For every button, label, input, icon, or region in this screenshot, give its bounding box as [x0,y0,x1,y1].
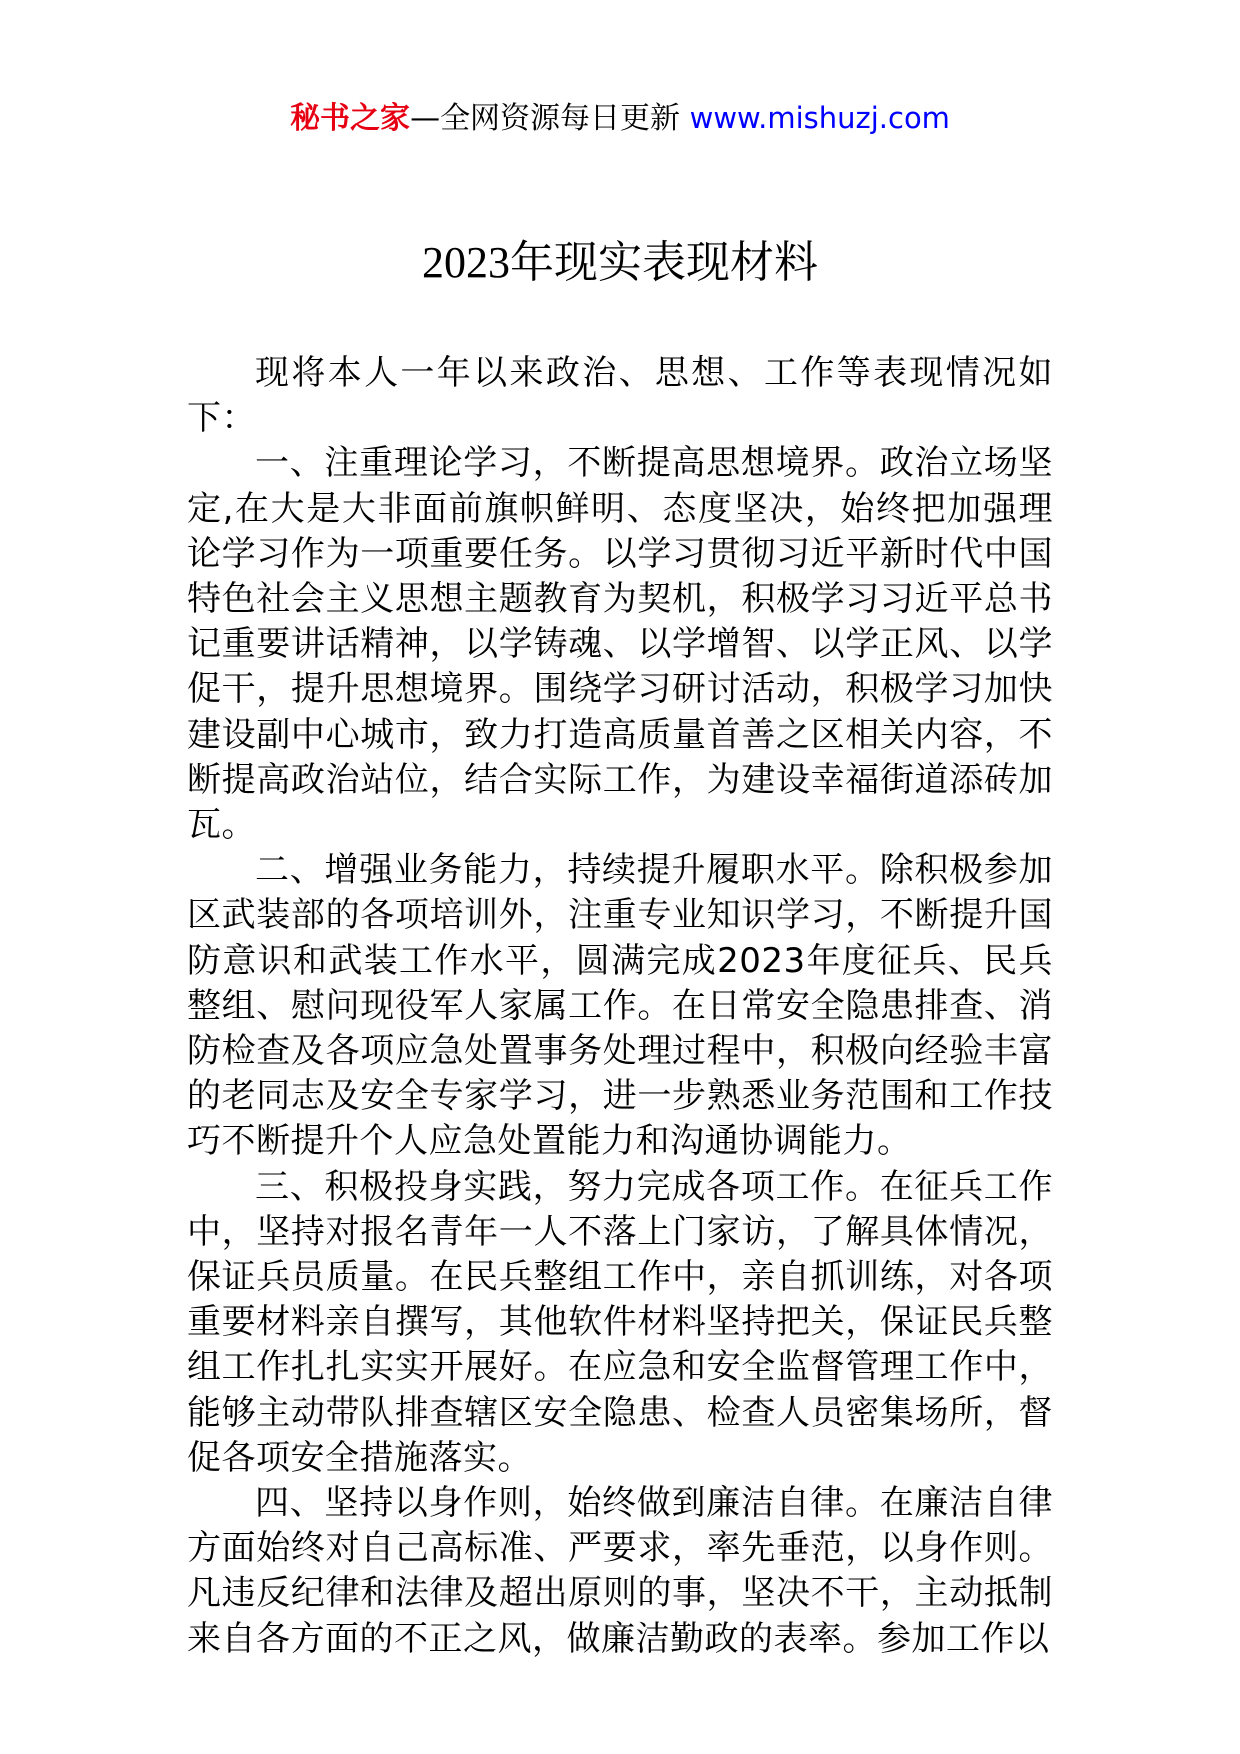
document-body [187,351,1053,1662]
site-url-link[interactable]: www.mishuzj.com [689,101,950,135]
site-brand: 秘书之家 [290,101,411,136]
section-heading: 四、坚持以身作则，始终做到廉洁自律。 [255,1483,880,1524]
section-text: 政治立场坚定,在大是大非面前旗帜鲜明、态度坚决，始终把加强理论学习作为一项重要任务。以学习贯彻习近平新时代中国特色社会主义思想主题教育为契机，积极学习习近平总书记重要讲话精神，以学铸魂、以学增智、以学正风、以学促干，提升思想境界。围绕学习研讨活动，积极学习加快建设副中心城市，致力打造高质量首善之区相关内容，不断提高政治站位，结合实际工作，为建设幸福街道添砖加瓦。 [187,443,1054,846]
section-paragraph [187,1165,1053,1481]
site-slogan: —全网资源每日更新 [410,101,690,136]
section-heading: 一、注重理论学习，不断提高思想境界。 [255,443,880,484]
section-paragraph [187,1481,1053,1662]
document-title: 2023年现实表现材料 [422,238,818,287]
section-heading: 三、积极投身实践，努力完成各项工作。 [255,1166,880,1207]
section-text: 除积极参加区武装部的各项培训外，注重专业知识学习，不断提升国防意识和武装工作水平，圆满完成2023年度征兵、民兵整组、慰问现役军人家属工作。在日常安全隐患排查、消防检查及各项应急处置事务处理过程中，积极向经验丰富的老同志及安全专家学习，进一步熟悉业务范围和工作技巧不断提升个人应急处置能力和沟通协调能力。 [187,850,1054,1162]
section-paragraph [187,441,1053,848]
section-text: 在征兵工作中，坚持对报名青年一人不落上门家访，了解具体情况，保证兵员质量。在民兵整组工作中，亲自抓训练，对各项重要材料亲自撰写，其他软件材料坚持把关，保证民兵整组工作扎扎实实开展好。在应急和安全监督管理工作中，能够主动带队排查辖区安全隐患、检查人员密集场所，督促各项安全措施落实。 [187,1166,1054,1478]
site-header [0,98,1240,139]
section-text: 在廉洁自律方面始终对自己高标准、严要求，率先垂范，以身作则。凡违反纪律和法律及超出原则的事，坚决不干，主动抵制来自各方面的不正之风，做廉洁勤政的表率。参加工作以 [187,1483,1054,1659]
intro-paragraph: 现将本人一年以来政治、思想、工作等表现情况如下： [187,353,1053,439]
section-heading: 二、增强业务能力，持续提升履职水平。 [255,850,880,891]
section-paragraph [187,848,1053,1164]
